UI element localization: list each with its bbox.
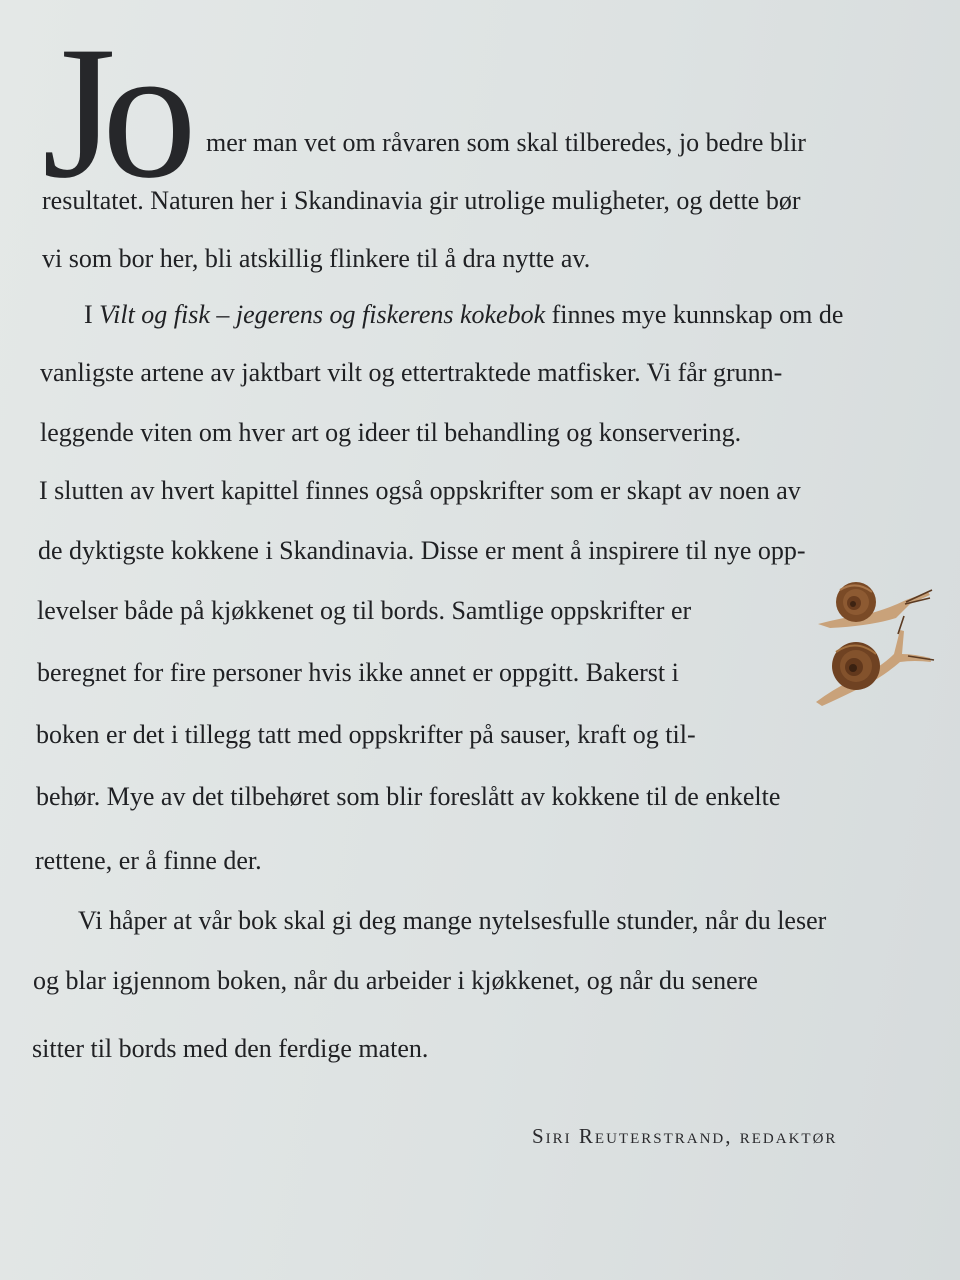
- text-line-16: sitter til bords med den ferdige maten.: [32, 1034, 429, 1063]
- paragraph-start: I: [84, 300, 93, 329]
- text-line-8: de dyktigste kokkene i Skandinavia. Disse er ment å inspirere til nye opp-: [38, 536, 806, 565]
- editor-signature: Siri Reuterstrand, redaktør: [532, 1124, 838, 1148]
- book-title: Vilt og fisk – jegerens og fiskerens kokebok: [99, 300, 546, 329]
- text-line-14: Vi håper at vår bok skal gi deg mange nytelsesfulle stunder, når du leser: [78, 906, 827, 935]
- text-line-4-end: finnes mye kunnskap om de: [551, 300, 844, 329]
- text-line-15: og blar igjennom boken, når du arbeider i kjøkkenet, og når du senere: [33, 966, 758, 995]
- text-line-12: behør. Mye av det tilbehøret som blir foreslått av kokkene til de enkelte: [36, 782, 781, 811]
- text-line-3: vi som bor her, bli atskillig flinkere til å dra nytte av.: [42, 244, 591, 273]
- text-line-11: boken er det i tillegg tatt med oppskrifter på sauser, kraft og til-: [36, 720, 696, 749]
- two-snails-illustration: [810, 572, 940, 712]
- text-line-5: vanligste artene av jaktbart vilt og ettertraktede matfisker. Vi får grunn-: [40, 358, 783, 387]
- text-line-4: [84, 300, 843, 330]
- text-line-1: mer man vet om råvaren som skal tilberedes, jo bedre blir: [206, 128, 806, 157]
- text-line-13: rettene, er å finne der.: [35, 846, 262, 875]
- text-line-2: resultatet. Naturen her i Skandinavia gir utrolige muligheter, og dette bør: [42, 186, 801, 215]
- snail-lower: [816, 616, 934, 706]
- text-line-6: leggende viten om hver art og ideer til behandling og konservering.: [40, 418, 742, 447]
- drop-cap: Jo: [42, 8, 183, 218]
- text-line-10: beregnet for fire personer hvis ikke annet er oppgitt. Bakerst i: [37, 658, 679, 687]
- snail-upper: [818, 582, 932, 628]
- text-line-9: levelser både på kjøkkenet og til bords. Samtlige oppskrifter er: [37, 596, 692, 625]
- text-line-7: I slutten av hvert kapittel finnes også oppskrifter som er skapt av noen av: [39, 476, 801, 505]
